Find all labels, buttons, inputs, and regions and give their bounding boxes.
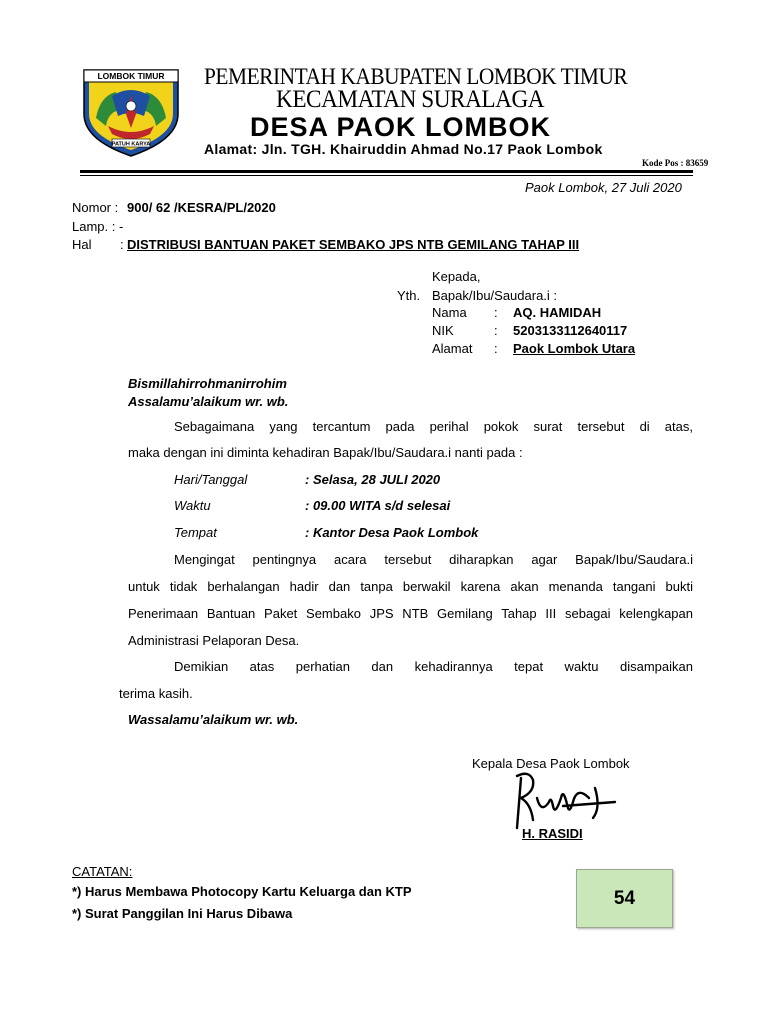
greeting-bismillah: Bismillahirrohmanirrohim xyxy=(128,376,287,391)
notes-heading: CATATAN: xyxy=(72,864,133,879)
recipient-address-label: Alamat xyxy=(432,341,473,356)
body-paragraph-3-line-1: Demikian atas perhatian dan kehadirannya tepat waktu disampaikan xyxy=(174,659,693,674)
schedule-place-label: Tempat xyxy=(174,525,217,540)
body-paragraph-2-line-2: untuk tidak berhalangan hadir dan tanpa berwakil karena akan menanda tangani bukti xyxy=(128,579,693,594)
note-item: *) Harus Membawa Photocopy Kartu Keluarga dan KTP xyxy=(72,884,412,899)
schedule-date-value: : Selasa, 28 JULI 2020 xyxy=(305,472,441,487)
schedule-time-value: : 09.00 WITA s/d selesai xyxy=(305,498,451,513)
letterhead-line-village: DESA PAOK LOMBOK xyxy=(250,112,552,142)
recipient-name-value: AQ. HAMIDAH xyxy=(513,305,602,320)
letterhead-address: Alamat: Jln. TGH. Khairuddin Ahmad No.17 Paok Lombok xyxy=(204,141,603,157)
nomor-value: 900/ 62 /KESRA/PL/2020 xyxy=(127,200,276,215)
recipient-name-label: Nama xyxy=(432,305,467,320)
recipient-nik-colon: : xyxy=(494,323,498,338)
nomor-label: Nomor : xyxy=(72,200,119,215)
recipient-name-colon: : xyxy=(494,305,498,320)
logo-bottom-text: PATUH KARYA xyxy=(111,141,151,148)
handwritten-signature xyxy=(503,768,618,832)
recipient-salutation: Bapak/Ibu/Saudara.i : xyxy=(432,288,558,303)
body-paragraph-1-line-2: maka dengan ini diminta kehadiran Bapak/Ibu/Saudara.i nanti pada : xyxy=(128,445,523,460)
greeting-salam: Assalamu’alaikum wr. wb. xyxy=(128,394,289,409)
signature-title: Kepala Desa Paok Lombok xyxy=(472,756,630,771)
schedule-date-label: Hari/Tanggal xyxy=(174,472,248,487)
hal-colon: : xyxy=(120,237,124,252)
body-paragraph-2-line-1: Mengingat pentingnya acara tersebut diharapkan agar Bapak/Ibu/Saudara.i xyxy=(174,552,693,567)
recipient-kepada: Kepada, xyxy=(432,269,481,284)
number-box: 54 xyxy=(576,869,673,928)
body-paragraph-3-line-2: terima kasih. xyxy=(119,686,193,701)
recipient-nik-label: NIK xyxy=(432,323,454,338)
recipient-nik-value: 5203133112640117 xyxy=(513,323,628,338)
logo-top-text: LOMBOK TIMUR xyxy=(97,71,165,81)
letterhead-line-government: PEMERINTAH KABUPATEN LOMBOK TIMUR xyxy=(204,64,628,89)
lamp-label: Lamp. : - xyxy=(72,219,124,234)
body-paragraph-2-line-4: Administrasi Pelaporan Desa. xyxy=(128,633,300,648)
regency-emblem-logo xyxy=(78,66,184,158)
letterhead-divider-thick xyxy=(80,170,693,173)
hal-value: DISTRIBUSI BANTUAN PAKET SEMBAKO JPS NTB GEMILANG TAHAP III xyxy=(127,237,580,252)
letterhead-postal-code: Kode Pos : 83659 xyxy=(642,158,709,168)
note-item: *) Surat Panggilan Ini Harus Dibawa xyxy=(72,906,293,921)
letterhead-line-district: KECAMATAN SURALAGA xyxy=(276,86,545,113)
letterhead-divider-thin xyxy=(80,175,693,176)
signer-name: H. RASIDI xyxy=(522,826,583,841)
hal-label: Hal xyxy=(72,237,92,252)
closing-salam: Wassalamu’alaikum wr. wb. xyxy=(128,712,299,727)
recipient-yth: Yth. xyxy=(397,288,421,303)
recipient-address-value: Paok Lombok Utara xyxy=(513,341,636,356)
schedule-time-label: Waktu xyxy=(174,498,211,513)
body-paragraph-1-line-1: Sebagaimana yang tercantum pada perihal pokok surat tersebut di atas, xyxy=(174,419,693,434)
body-paragraph-2-line-3: Penerimaan Bantuan Paket Sembako JPS NTB Gemilang Tahap III sebagai kelengkapan xyxy=(128,606,693,621)
recipient-address-colon: : xyxy=(494,341,498,356)
letter-date: Paok Lombok, 27 Juli 2020 xyxy=(525,180,682,195)
schedule-place-value: : Kantor Desa Paok Lombok xyxy=(305,525,479,540)
